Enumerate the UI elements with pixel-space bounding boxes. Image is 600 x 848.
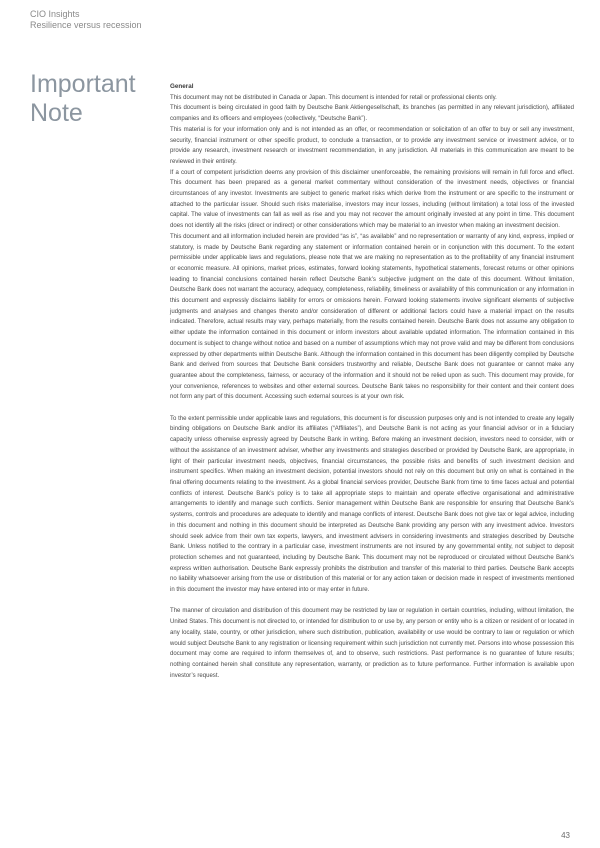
side-title-line-1: Important: [30, 70, 136, 98]
section-side-title: [30, 70, 160, 128]
paragraph-circulation: This document is being circulated in good faith by Deutsche Bank Aktiengesellschaft, its branches (as permitted in any relevant jurisdiction), affiliated companies and its officers and employees (collectively, “Deutsche Bank”).: [170, 105, 574, 123]
section-heading-general: General: [170, 83, 194, 90]
disclaimer-body: [170, 82, 574, 681]
paragraph-information-only: This material is for your information only and is not intended as an offer, or recommendation or solicitation of an offer to buy or sell any investment, security, financial instrument or other specific product, to conclude a transaction, or to provide any investment service or investment advice, or to provide any research, investment research or investment recommendation, in any jurisdiction. All materials in this communication are meant to be reviewed in their entirety.: [170, 126, 574, 165]
side-title-line-2: Note: [30, 99, 83, 127]
header-publication-title: CIO Insights: [30, 9, 80, 19]
paragraph-as-is: This document and all information included herein are provided “as is”, “as available” and no representation or warranty of any kind, express, implied or statutory, is made by Deutsche Bank regarding any statement or information contained herein or in conjunction with this document. To the extent permissible under applicable laws and regulations, please note that we are making no representation as to the profitability of any financial instrument or economic measure. All opinions, market prices, estimates, forward looking statements, hypothetical statements, forecast returns or other opinions leading to financial conclusions contained herein reflect Deutsche Bank’s subjective judgment on the date of this document. Without limitation, Deutsche Bank does not warrant the accuracy, adequacy, completeness, reliability, timeliness or availability of this communication or any information in this document and expressly disclaims liability for errors or omissions herein. Forward looking statements involve significant elements of subjective judgments and analyses and changes thereto and/or consideration of different or additional factors could have a material impact on the results indicated. Therefore, actual results may vary, perhaps materially, from the results contained herein. Deutsche Bank does not assume any obligation to either update the information contained in this document or inform investors about available updated information. The information contained in this document is subject to change without notice and based on a number of assumptions which may not prove valid and may be different from conclusions expressed by other departments within Deutsche Bank. Although the information contained in this document has been diligently compiled by Deutsche Bank and derived from sources that Deutsche Bank considers trustworthy and reliable, Deutsche Bank does not guarantee or cannot make any guarantee about the completeness, fairness, or accuracy of the information and it should not be relied upon as such. This document may provide, for your convenience, references to websites and other external sources. Deutsche Bank takes no responsibility for their content and their content does not form any part of this document. Accessing such external sources is at your own risk.: [170, 233, 574, 401]
paragraph-distribution: This document may not be distributed in Canada or Japan. This document is intended for retail or professional clients only.: [170, 94, 497, 101]
paragraph-restrictions: The manner of circulation and distribution of this document may be restricted by law or regulation in certain countries, including, without limitation, the United States. This document is not directed to, or intended for distribution to or use by, any person or entity who is a citizen or resident of or located in any locality, state, country, or other jurisdiction, where such distribution, publication, availability or use would be contrary to law or regulation or which would subject Deutsche Bank to any registration or licensing requirement within such jurisdiction not currently met. Persons into whose possession this document may come are required to inform themselves of, and to observe, such restrictions. Past performance is no guarantee of future results; nothing contained herein shall constitute any representation, warranty, or prediction as to future performance. Further information is available upon investor’s request.: [170, 608, 574, 679]
paragraph-enforceability: If a court of competent jurisdiction deems any provision of this disclaimer unenforceable, the remaining provisions will remain in full force and effect. This document has been prepared as a general market commentary without consideration of the investment needs, objectives or financial circumstances of any investor. Investments are subject to generic market risks which derive from the instrument or are specific to the instrument or attached to the particular issuer. Should such risks materialise, investors may incur losses, including (without limitation) a total loss of the invested capital. The value of investments can fall as well as rise and you may not recover the amount originally invested at any point in time. This document does not identify all the risks (direct or indirect) or other considerations which may be material to an investor when making an investment decision.: [170, 169, 574, 230]
page-number: 43: [561, 831, 570, 840]
header-subtitle: Resilience versus recession: [30, 20, 142, 30]
paragraph-discussion-purposes: To the extent permissible under applicable laws and regulations, this document is for discussion purposes only and is not intended to create any legally binding obligations on Deutsche Bank and/or its affiliates (“Affiliates”), and Deutsche Bank is not acting as your financial advisor or in a fiduciary capacity unless otherwise expressly agreed by Deutsche Bank in writing. Before making an investment decision, investors need to consider, with or without the assistance of an investment adviser, whether any investments and strategies described or provided by Deutsche Bank, are appropriate, in light of their particular investment needs, objectives, financial circumstances, the possible risks and benefits of such investment decision and instrument specifics. When making an investment decision, potential investors should not rely on this document but only on what is contained in the final offering documents relating to the investment. As a global financial services provider, Deutsche Bank from time to time faces actual and potential conflicts of interest. Deutsche Bank’s policy is to take all appropriate steps to maintain and operate effective organisational and administrative arrangements to identify and manage such conflicts. Senior management within Deutsche Bank are responsible for ensuring that Deutsche Bank’s systems, controls and procedures are adequate to identify and manage conflicts of interest. Deutsche Bank does not give tax or legal advice, including in this document and nothing in this document should be interpreted as Deutsche Bank providing any person with any investment advice. Investors should seek advice from their own tax experts, lawyers, and investment advisers in considering investments and strategies described by Deutsche Bank. Unless notified to the contrary in a particular case, investment instruments are not insured by any governmental entity, not subject to deposit protection schemes and not guaranteed, including by Deutsche Bank. This document may not be reproduced or circulated without Deutsche Bank’s express written authorisation. Deutsche Bank expressly prohibits the distribution and transfer of this material to third parties. Deutsche Bank accepts no liability whatsoever arising from the use or distribution of this material or for any action taken or decision made in respect of investments mentioned in this document the investor may have entered into or may enter in future.: [170, 415, 574, 594]
page-header: [30, 9, 142, 31]
